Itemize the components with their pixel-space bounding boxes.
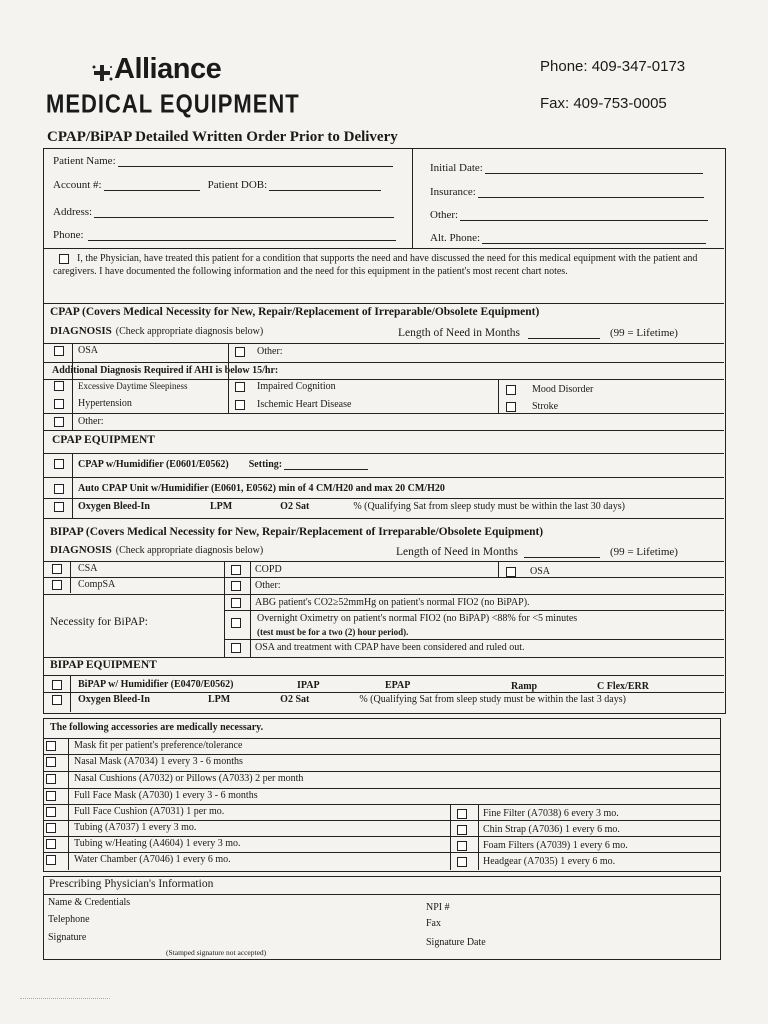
- insurance-field[interactable]: [478, 186, 704, 198]
- patient-name-label: Patient Name:: [53, 155, 116, 167]
- cpap-other-option[interactable]: [235, 346, 283, 357]
- bipap-other-option[interactable]: [231, 580, 281, 591]
- bipap-osa-treatment-checkbox[interactable]: [231, 643, 241, 653]
- accessory-label: Water Chamber (A7046) 1 every 6 mo.: [74, 854, 231, 865]
- cpap-hypertension-label: Hypertension: [78, 398, 132, 409]
- accessory-label: Mask fit per patient's preference/tolerance: [74, 740, 243, 751]
- physician-header: Prescribing Physician's Information: [49, 878, 214, 890]
- bipap-o2sat-label: O2 Sat: [280, 694, 310, 705]
- cpap-mood-option[interactable]: [506, 384, 593, 395]
- accessory-checkbox[interactable]: [457, 809, 467, 819]
- patient-name-row: [53, 155, 393, 167]
- cpap-qualifying-label: % (Qualifying Sat from sleep study must be within the last 30 days): [353, 501, 625, 512]
- cpap-lpm-label: LPM: [209, 501, 233, 512]
- accessory-checkbox[interactable]: [457, 841, 467, 851]
- physician-fax-label: Fax: [426, 918, 441, 929]
- account-row: [53, 179, 381, 191]
- other-info-row: [430, 209, 708, 221]
- address-field[interactable]: [94, 206, 394, 218]
- bipap-necessity-label: Necessity for BiPAP:: [50, 616, 148, 628]
- cpap-other2-checkbox[interactable]: [54, 417, 64, 427]
- bipap-abg-option[interactable]: [231, 597, 530, 608]
- accessory-item[interactable]: [46, 756, 243, 767]
- accessory-item[interactable]: [46, 838, 241, 849]
- bipap-compsa-option[interactable]: [52, 579, 115, 590]
- accessory-checkbox[interactable]: [457, 825, 467, 835]
- physician-npi-label: NPI #: [426, 902, 450, 913]
- bipap-machine-label: BiPAP w/ Humidifier (E0470/E0562): [78, 679, 234, 690]
- cpap-hypertension-option[interactable]: [54, 398, 132, 409]
- bipap-oximetry-note: (test must be for a two (2) hour period).: [257, 627, 409, 637]
- bipap-copd-label: COPD: [255, 564, 282, 575]
- accessory-item[interactable]: [457, 808, 619, 819]
- accessory-item[interactable]: [46, 790, 258, 801]
- cpap-humidifier-checkbox[interactable]: [54, 459, 64, 469]
- insurance-row: [430, 186, 704, 198]
- dob-field[interactable]: [269, 179, 381, 191]
- insurance-label: Insurance:: [430, 186, 476, 198]
- cpap-diagnosis-hint: (Check appropriate diagnosis below): [115, 325, 264, 337]
- accessory-checkbox[interactable]: [46, 839, 56, 849]
- dob-label: Patient DOB:: [207, 179, 268, 191]
- bipap-lpm-label: LPM: [207, 694, 231, 705]
- cpap-cognition-option[interactable]: [235, 381, 336, 392]
- bipap-bleed-option[interactable]: [52, 694, 626, 705]
- bipap-machine-checkbox[interactable]: [52, 680, 62, 690]
- accessory-checkbox[interactable]: [46, 855, 56, 865]
- bipap-diagnosis-hint: (Check appropriate diagnosis below): [115, 544, 264, 556]
- bipap-equipment-header: BIPAP EQUIPMENT: [50, 659, 157, 671]
- accessory-item[interactable]: [46, 806, 224, 817]
- accessory-label: Full Face Mask (A7030) 1 every 3 - 6 months: [74, 790, 258, 801]
- accessory-checkbox[interactable]: [46, 757, 56, 767]
- page-title: CPAP/BiPAP Detailed Written Order Prior to Delivery: [47, 129, 398, 145]
- bipap-machine-option[interactable]: [52, 679, 233, 690]
- cpap-length-field[interactable]: [528, 327, 600, 339]
- cpap-diagnosis-row: [50, 325, 263, 337]
- cpap-additional-label: Additional Diagnosis Required if AHI is below 15/hr:: [52, 365, 279, 376]
- logo-bottom-text: MEDICAL EQUIPMENT: [46, 89, 300, 119]
- attestation-text: I, the Physician, have treated this patient for a condition that supports the need and have discussed the need for this medical equipment with the patient and caregivers. I have documented the following information and the need for this equipment in the patient's most recent chart notes.: [53, 253, 698, 277]
- bipap-csa-checkbox[interactable]: [52, 564, 62, 574]
- cpap-humidifier-label: CPAP w/Humidifier (E0601/E0562): [78, 458, 229, 470]
- bipap-length-label: Length of Need in Months: [396, 546, 519, 558]
- bipap-length-field[interactable]: [524, 546, 600, 558]
- bipap-bleed-label: Oxygen Bleed-In: [78, 694, 150, 705]
- bipap-other-label: Other:: [255, 580, 281, 591]
- physician-telephone-label: Telephone: [48, 914, 90, 925]
- accessory-item[interactable]: [46, 773, 303, 784]
- alt-phone-label: Alt. Phone:: [430, 232, 481, 244]
- accessory-label: Nasal Mask (A7034) 1 every 3 - 6 months: [74, 756, 243, 767]
- cpap-stroke-checkbox[interactable]: [506, 402, 516, 412]
- bipap-diagnosis-row: [50, 544, 263, 556]
- account-label: Account #:: [53, 179, 102, 191]
- cpap-auto-label: Auto CPAP Unit w/Humidifier (E0601, E0562) min of 4 CM/H20 and max 20 CM/H20: [78, 483, 445, 494]
- cpap-length-row: [398, 327, 678, 339]
- cpap-excessive-checkbox[interactable]: [54, 381, 64, 391]
- alt-phone-row: [430, 232, 706, 244]
- cpap-osa-checkbox[interactable]: [54, 346, 64, 356]
- accessory-label: Full Face Cushion (A7031) 1 per mo.: [74, 806, 225, 817]
- bipap-ipap-label: IPAP: [297, 680, 320, 691]
- bipap-bleed-checkbox[interactable]: [52, 695, 62, 705]
- initial-date-row: [430, 162, 703, 174]
- cpap-bleed-option[interactable]: [54, 501, 625, 512]
- bipap-osa-checkbox[interactable]: [506, 567, 516, 577]
- cpap-mood-label: Mood Disorder: [532, 384, 594, 395]
- bipap-copd-checkbox[interactable]: [231, 565, 241, 575]
- company-fax: Fax: 409-753-0005: [540, 95, 667, 112]
- accessory-label: Nasal Cushions (A7032) or Pillows (A7033) 2 per month: [74, 773, 304, 784]
- bipap-diagnosis-label: DIAGNOSIS: [50, 544, 112, 556]
- accessory-item[interactable]: [46, 740, 242, 751]
- accessory-checkbox[interactable]: [46, 791, 56, 801]
- scan-artifact: [20, 998, 110, 999]
- accessory-item[interactable]: [457, 824, 620, 835]
- cpap-humidifier-option[interactable]: [54, 458, 368, 470]
- initial-date-label: Initial Date:: [430, 162, 483, 174]
- bipap-osa-treatment-option[interactable]: [231, 642, 525, 653]
- cpap-cognition-label: Impaired Cognition: [257, 381, 336, 392]
- accessory-label: Foam Filters (A7039) 1 every 6 mo.: [483, 840, 628, 851]
- cpap-other2-option[interactable]: [54, 416, 104, 427]
- accessory-label: Tubing (A7037) 1 every 3 mo.: [74, 822, 197, 833]
- bipap-oximetry-label: Overnight Oximetry on patient's normal FIO2 (no BiPAP) <88% for <5 minutes: [257, 613, 578, 624]
- cpap-osa-option[interactable]: [54, 345, 98, 356]
- cpap-other-label: Other:: [257, 346, 283, 357]
- attestation-checkbox[interactable]: [59, 254, 69, 264]
- other-info-field[interactable]: [460, 209, 708, 221]
- attestation: [53, 253, 715, 278]
- bipap-copd-option[interactable]: [231, 564, 282, 575]
- cpap-o2sat-label: O2 Sat: [280, 501, 310, 512]
- bipap-lifetime: (99 = Lifetime): [610, 546, 678, 558]
- bipap-epap-label: EPAP: [385, 680, 411, 691]
- physician-signature-date-label: Signature Date: [426, 937, 486, 948]
- bipap-oximetry-checkbox[interactable]: [231, 618, 241, 628]
- cpap-ischemic-label: Ischemic Heart Disease: [257, 399, 352, 410]
- bipap-csa-label: CSA: [78, 563, 98, 574]
- accessory-item[interactable]: [46, 854, 231, 865]
- cpap-equipment-header: CPAP EQUIPMENT: [52, 434, 155, 446]
- phone-field[interactable]: [88, 229, 396, 241]
- logo: [44, 52, 304, 122]
- cpap-mood-checkbox[interactable]: [506, 385, 516, 395]
- cpap-other-checkbox[interactable]: [235, 347, 245, 357]
- cpap-length-label: Length of Need in Months: [398, 327, 521, 339]
- patient-name-field[interactable]: [118, 155, 393, 167]
- cpap-other2-label: Other:: [78, 416, 104, 427]
- cpap-lifetime: (99 = Lifetime): [610, 327, 678, 339]
- cpap-auto-option[interactable]: [54, 483, 445, 494]
- physician-signature-label: Signature: [48, 932, 87, 943]
- physician-name-label: Name & Credentials: [48, 897, 131, 908]
- accessory-label: Tubing w/Heating (A4604) 1 every 3 mo.: [74, 838, 241, 849]
- bipap-abg-checkbox[interactable]: [231, 598, 241, 608]
- logo-mark-icon: [92, 64, 114, 82]
- cpap-stroke-label: Stroke: [532, 401, 559, 412]
- bipap-osa-treatment-label: OSA and treatment with CPAP have been considered and ruled out.: [255, 642, 525, 653]
- cpap-setting-label: Setting:: [248, 458, 283, 470]
- alt-phone-field[interactable]: [482, 232, 706, 244]
- accessory-checkbox[interactable]: [46, 823, 56, 833]
- accessory-item[interactable]: [457, 840, 628, 851]
- cpap-excessive-option[interactable]: [54, 381, 187, 391]
- cpap-excessive-label: Excessive Daytime Sleepiness: [78, 381, 188, 391]
- cpap-cognition-checkbox[interactable]: [235, 382, 245, 392]
- bipap-csa-option[interactable]: [52, 563, 97, 574]
- bipap-header: BIPAP (Covers Medical Necessity for New, Repair/Replacement of Irreparable/Obsolete Equipment): [50, 526, 544, 538]
- accessory-item[interactable]: [457, 856, 615, 867]
- cpap-hypertension-checkbox[interactable]: [54, 399, 64, 409]
- bipap-oximetry-option[interactable]: [231, 618, 241, 628]
- cpap-auto-checkbox[interactable]: [54, 484, 64, 494]
- accessories-header: The following accessories are medically necessary.: [50, 722, 264, 733]
- bipap-compsa-label: CompSA: [78, 579, 116, 590]
- logo-top-text: Alliance: [114, 53, 222, 85]
- accessory-checkbox[interactable]: [46, 774, 56, 784]
- bipap-abg-label: ABG patient's CO2≥52mmHg on patient's normal FIO2 (no BiPAP).: [255, 597, 530, 608]
- bipap-compsa-checkbox[interactable]: [52, 580, 62, 590]
- cpap-header: CPAP (Covers Medical Necessity for New, Repair/Replacement of Irreparable/Obsolete Equipment): [50, 306, 540, 318]
- bipap-osa-option[interactable]: [506, 566, 550, 577]
- bipap-other-checkbox[interactable]: [231, 581, 241, 591]
- bipap-cflex-label: C Flex/ERR: [597, 681, 649, 692]
- physician-stamp-note: (Stamped signature not accepted): [166, 948, 267, 957]
- cpap-diagnosis-label: DIAGNOSIS: [50, 325, 112, 337]
- bipap-osa-label: OSA: [530, 566, 551, 577]
- cpap-bleed-checkbox[interactable]: [54, 502, 64, 512]
- initial-date-field[interactable]: [485, 162, 703, 174]
- other-info-label: Other:: [430, 209, 459, 221]
- address-row: [53, 206, 394, 218]
- accessory-label: Headgear (A7035) 1 every 6 mo.: [483, 856, 616, 867]
- cpap-osa-label: OSA: [78, 345, 99, 356]
- accessory-checkbox[interactable]: [46, 741, 56, 751]
- accessory-label: Chin Strap (A7036) 1 every 6 mo.: [483, 824, 620, 835]
- bipap-length-row: [396, 546, 678, 558]
- cpap-stroke-option[interactable]: [506, 401, 558, 412]
- accessory-label: Fine Filter (A7038) 6 every 3 mo.: [483, 808, 619, 819]
- account-field[interactable]: [104, 179, 200, 191]
- address-label: Address:: [53, 206, 93, 218]
- cpap-ischemic-checkbox[interactable]: [235, 400, 245, 410]
- accessory-checkbox[interactable]: [46, 807, 56, 817]
- phone-row: [53, 229, 396, 241]
- cpap-setting-field[interactable]: [284, 458, 368, 470]
- cpap-bleed-label: Oxygen Bleed-In: [78, 501, 150, 512]
- company-phone: Phone: 409-347-0173: [540, 58, 686, 75]
- bipap-ramp-label: Ramp: [511, 681, 538, 692]
- bipap-qualifying-label: % (Qualifying Sat from sleep study must be within the last 3 days): [359, 694, 626, 705]
- accessory-item[interactable]: [46, 822, 196, 833]
- accessory-checkbox[interactable]: [457, 857, 467, 867]
- cpap-ischemic-option[interactable]: [235, 399, 351, 410]
- phone-label: Phone:: [53, 229, 84, 241]
